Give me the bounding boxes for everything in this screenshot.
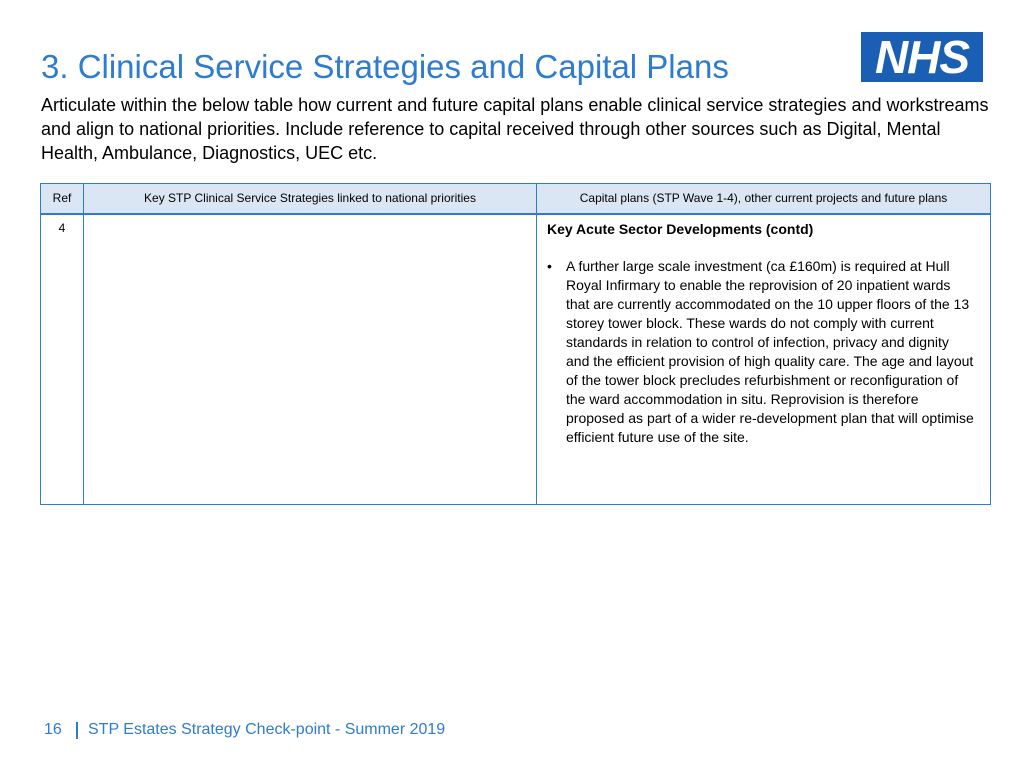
footer-divider [76, 722, 78, 739]
header-capital: Capital plans (STP Wave 1-4), other current projects and future plans [537, 184, 991, 214]
capital-bullet-list [547, 257, 980, 447]
table-row [41, 214, 991, 505]
page-number: 16 [44, 721, 62, 738]
capital-heading: Key Acute Sector Developments (contd) [547, 220, 814, 237]
bullet-text: A further large scale investment (ca £160m) is required at Hull Royal Infirmary to enable the reprovision of 20 inpatient wards that are currently accommodated on the 10 upper floors of the 13 storey tower block. These wards do not comply with current standards in relation to control of infection, privacy and dignity and the efficient provision of high quality care. The age and layout of the tower block precludes refurbishment or reconfiguration of the ward accommodation in situ. Reprovision is therefore proposed as part of a wider re-development plan that will optimise efficient future use of the site. [566, 257, 974, 445]
footer-text: STP Estates Strategy Check-point - Summer 2019 [88, 721, 446, 738]
ref-cell [41, 214, 84, 505]
strategies-cell [84, 214, 537, 505]
nhs-logo: NHS [861, 32, 983, 82]
header-strategies: Key STP Clinical Service Strategies linked to national priorities [84, 184, 537, 214]
slide-title: 3. Clinical Service Strategies and Capital Plans [41, 48, 729, 85]
bullet-icon: • [547, 257, 552, 274]
capital-cell [537, 214, 991, 505]
ref-value: 4 [58, 220, 66, 235]
strategy-table [40, 183, 991, 505]
table-header-row [41, 184, 991, 214]
header-ref: Ref [41, 184, 84, 214]
list-item [547, 257, 980, 447]
intro-paragraph: Articulate within the below table how current and future capital plans enable clinical service strategies and workstreams and align to national priorities. Include reference to capital received through other sources such as Digital, Mental Health, Ambulance, Diagnostics, UEC etc. [41, 95, 989, 163]
